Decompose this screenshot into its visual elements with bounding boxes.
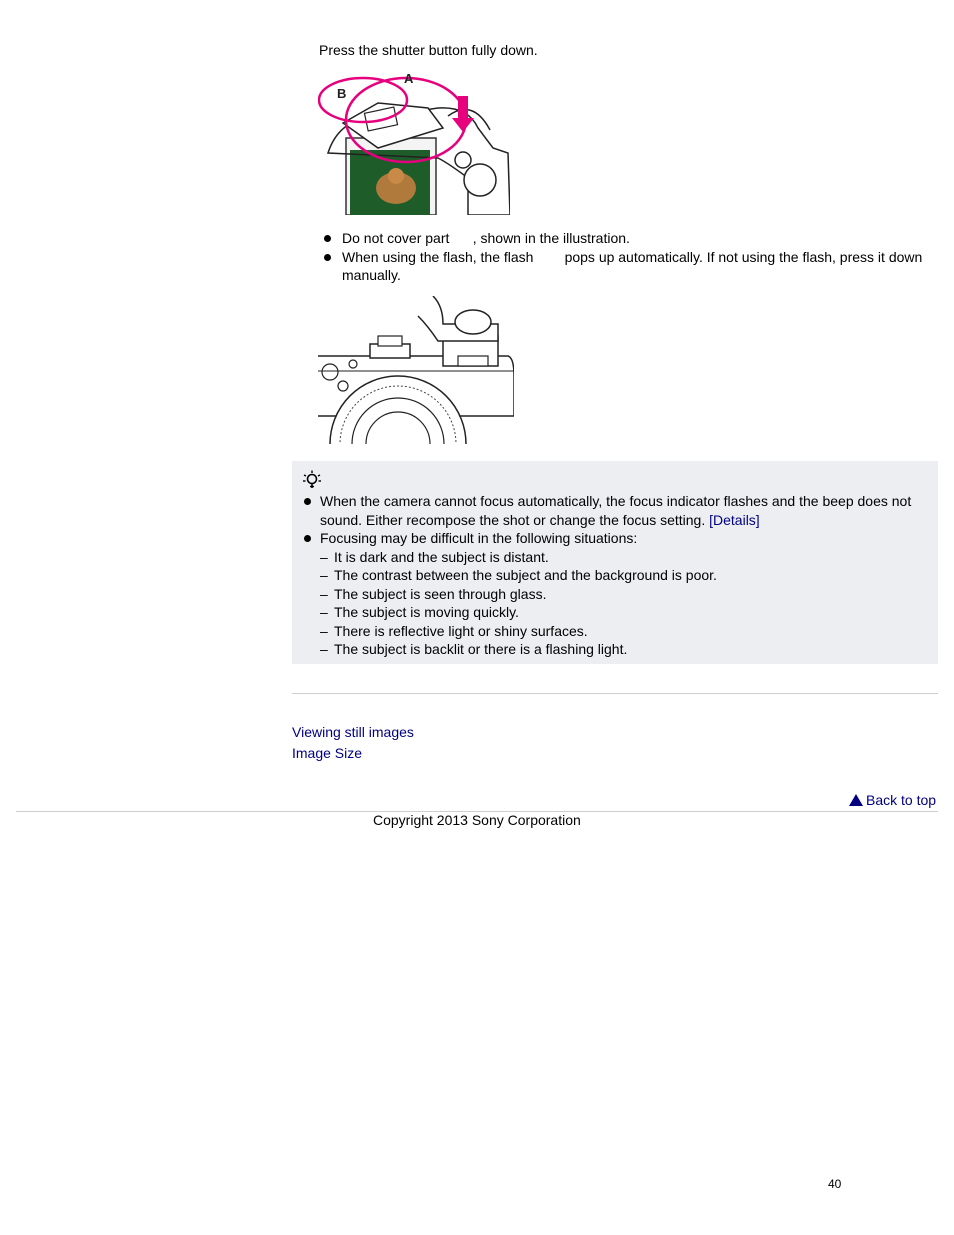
copyright-text: Copyright 2013 Sony Corporation: [373, 812, 581, 828]
list-item: When the camera cannot focus automatically, the focus indicator flashes and the beep does not sound. Either recompose the shot or change the focus setting. [Details]: [304, 492, 924, 529]
list-item: When using the flash, the flash pops up automatically. If not using the flash, press it down manually.: [324, 248, 924, 285]
related-links: [292, 722, 414, 764]
label-a: A: [404, 71, 414, 86]
notes-list: [324, 229, 927, 285]
bullet-icon: [304, 535, 311, 542]
details-link[interactable]: [Details]: [709, 511, 760, 528]
bullet-icon: [324, 254, 331, 261]
list-item: – The subject is seen through glass.: [320, 585, 547, 602]
list-item: Focusing may be difficult in the following situations: – It is dark and the subject is distant. – The contrast between the subject and the background is poor. – The subject is seen through glass. – The subject is moving quickly. – There is reflective light or shiny surfaces. – The subject is backlit or there is a flashing light.: [304, 529, 924, 659]
list-item: – There is reflective light or shiny surfaces.: [320, 622, 588, 639]
related-link-image-size[interactable]: Image Size: [292, 745, 363, 761]
page-number: 40: [828, 1177, 842, 1191]
list-item: – The subject is backlit or there is a flashing light.: [320, 641, 628, 657]
hint-list: [304, 492, 924, 659]
bullet-icon: [324, 235, 331, 242]
flash-illustration: [318, 296, 514, 444]
shutter-press-illustration: [318, 68, 510, 215]
lightbulb-icon: [302, 470, 322, 490]
list-item: – It is dark and the subject is distant.: [320, 548, 549, 565]
list-item: Do not cover part , shown in the illustration.: [324, 229, 924, 248]
situations-list: [304, 548, 924, 659]
bullet-icon: [304, 498, 311, 505]
section-divider: [292, 693, 938, 694]
related-link-viewing-still-images[interactable]: Viewing still images: [292, 724, 414, 740]
step-text: Press the shutter button fully down.: [319, 42, 538, 58]
label-b: B: [337, 86, 347, 101]
list-item: – The contrast between the subject and the background is poor.: [320, 567, 717, 583]
back-to-top-link[interactable]: Back to top: [849, 792, 936, 808]
up-arrow-icon: [849, 794, 863, 806]
list-item: – The subject is moving quickly.: [320, 604, 519, 620]
